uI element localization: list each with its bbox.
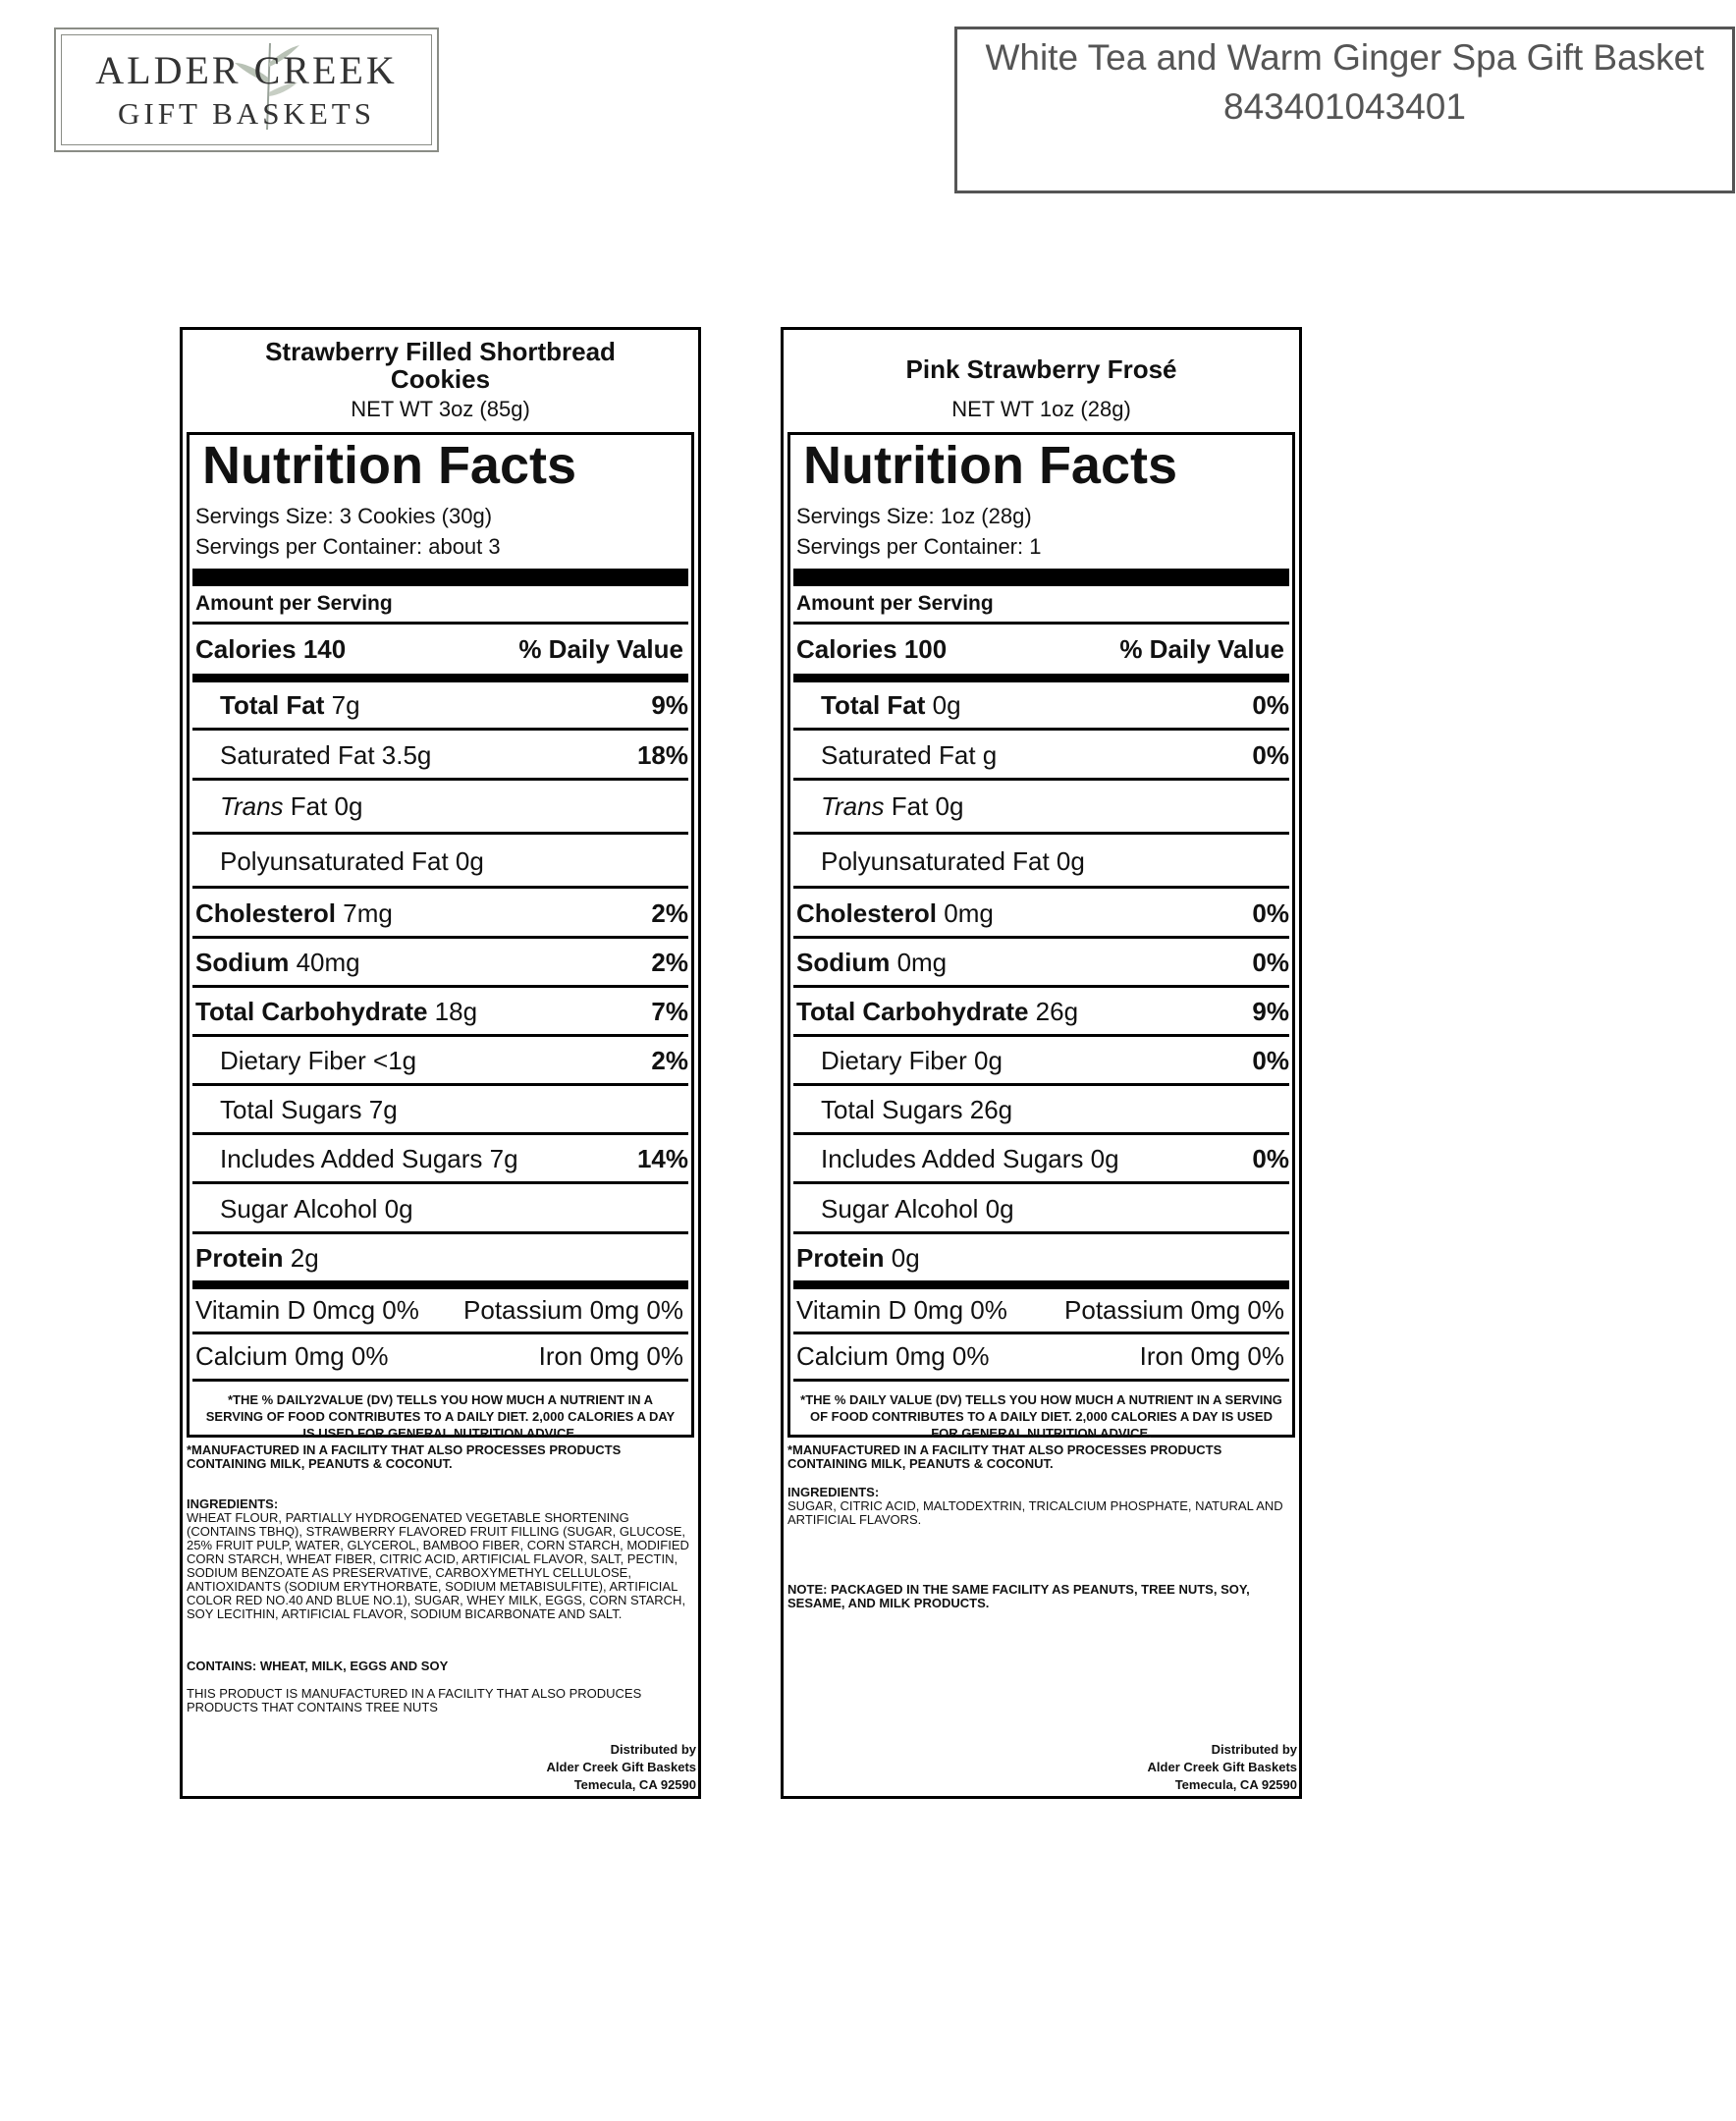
product-title: White Tea and Warm Ginger Spa Gift Basket — [985, 37, 1705, 78]
saturated-fat-row — [796, 740, 1289, 774]
protein-amount: 2g — [283, 1243, 319, 1273]
total-carbohydrate-row — [796, 997, 1289, 1030]
distributed-by: Distributed by — [1211, 1742, 1297, 1757]
dietary-fiber-row — [796, 1046, 1289, 1079]
cholesterol-amount: 7mg — [336, 898, 393, 928]
protein-row — [796, 1243, 1289, 1277]
tree-nut-note: THIS PRODUCT IS MANUFACTURED IN A FACILITY THAT ALSO PRODUCES PRODUCTS THAT CONTAINS TREE NUTS — [187, 1686, 642, 1714]
allergen-statement: CONTAINS: WHEAT, MILK, EGGS AND SOY — [187, 1659, 449, 1673]
label-header — [183, 338, 698, 422]
total-fat-dv: 9% — [651, 690, 688, 720]
saturated-fat-row — [195, 740, 688, 774]
medium-divider — [793, 674, 1289, 682]
vitamin-row — [195, 1295, 688, 1327]
carbohydrate-amount: 26g — [1028, 997, 1079, 1026]
nutrition-facts-panel — [787, 432, 1295, 1441]
sugar-alcohol-row — [195, 1194, 688, 1227]
nutrition-label-card — [781, 327, 1302, 1799]
trans-fat-amount: Fat 0g — [884, 791, 964, 821]
product-name-line2: Cookies — [390, 364, 491, 394]
sodium-row — [195, 948, 688, 981]
divider — [192, 1231, 688, 1234]
carbohydrate-label: Total Carbohydrate — [796, 997, 1029, 1026]
daily-value-note: *THE % DAILY2VALUE (DV) TELLS YOU HOW MUCH A NUTRIENT IN A SERVING OF FOOD CONTRIBUTES TO A DAILY DIET. 2,000 CALORIES A DAY IS USED FOR GENERAL NUTRITION ADVICE. — [205, 1392, 676, 1441]
divider — [793, 886, 1289, 889]
cholesterol-amount: 0mg — [937, 898, 994, 928]
added-sugars-row — [195, 1144, 688, 1177]
added-sugars-dv: 0% — [1252, 1144, 1289, 1173]
total-sugars-row — [796, 1095, 1289, 1128]
calories-row — [195, 634, 688, 668]
divider — [793, 1379, 1289, 1382]
divider — [192, 1332, 688, 1334]
sodium-amount: 40mg — [289, 948, 360, 977]
trans-label: Trans — [220, 791, 284, 821]
thick-divider — [793, 569, 1289, 586]
divider — [192, 778, 688, 781]
ingredients-list: SUGAR, CITRIC ACID, MALTODEXTRIN, TRICALCIUM PHOSPHATE, NATURAL AND ARTIFICIAL FLAVORS. — [787, 1498, 1283, 1527]
cholesterol-row — [796, 898, 1289, 932]
medium-divider — [192, 1280, 688, 1289]
total-fat-label: Total Fat — [821, 690, 926, 720]
total-fat-amount: 0g — [925, 690, 961, 720]
dietary-fiber: Dietary Fiber <1g — [220, 1046, 417, 1075]
dietary-fiber-dv: 0% — [1252, 1046, 1289, 1075]
dietary-fiber-dv: 2% — [651, 1046, 688, 1075]
upc-code: 843401043401 — [1223, 86, 1466, 127]
total-fat-label: Total Fat — [220, 690, 325, 720]
saturated-fat-dv: 18% — [636, 740, 688, 770]
saturated-fat: Saturated Fat g — [821, 740, 998, 770]
distributor-name: Alder Creek Gift Baskets — [1147, 1760, 1297, 1774]
added-sugars: Includes Added Sugars 0g — [821, 1144, 1119, 1173]
divider — [793, 728, 1289, 731]
divider — [793, 1181, 1289, 1184]
calories: Calories 140 — [195, 634, 347, 664]
calories-row — [796, 634, 1289, 668]
vitamin-row — [796, 1295, 1289, 1327]
ingredients-header: INGREDIENTS: — [187, 1496, 279, 1511]
sodium-label: Sodium — [796, 948, 891, 977]
divider — [793, 622, 1289, 625]
medium-divider — [192, 674, 688, 682]
polyunsaturated-fat: Polyunsaturated Fat 0g — [220, 846, 484, 876]
divider — [192, 886, 688, 889]
divider — [793, 1231, 1289, 1234]
facility-note: *MANUFACTURED IN A FACILITY THAT ALSO PROCESSES PRODUCTS CONTAINING MILK, PEANUTS & COCONUT. — [787, 1442, 1222, 1471]
trans-fat-row — [195, 791, 688, 825]
calories: Calories 100 — [796, 634, 948, 664]
product-name-line1: Strawberry Filled Shortbread — [265, 337, 616, 366]
cholesterol-label: Cholesterol — [195, 898, 337, 928]
polyunsaturated-fat: Polyunsaturated Fat 0g — [821, 846, 1085, 876]
potassium: Potassium 0mg 0% — [1064, 1295, 1284, 1325]
serving-size: Servings Size: 3 Cookies (30g) — [195, 504, 493, 528]
product-title-box — [954, 27, 1735, 193]
total-fat-dv: 0% — [1252, 690, 1289, 720]
cholesterol-row — [195, 898, 688, 932]
protein-label: Protein — [796, 1243, 885, 1273]
servings-per-container: Servings per Container: about 3 — [195, 534, 501, 559]
total-sugars: Total Sugars 26g — [821, 1095, 1013, 1124]
iron: Iron 0mg 0% — [538, 1341, 683, 1371]
carbohydrate-dv: 9% — [1252, 997, 1289, 1026]
carbohydrate-amount: 18g — [427, 997, 478, 1026]
divider — [192, 936, 688, 939]
sodium-label: Sodium — [195, 948, 290, 977]
trans-fat-row — [796, 791, 1289, 825]
mineral-row — [195, 1341, 688, 1373]
saturated-fat-dv: 0% — [1252, 740, 1289, 770]
sodium-amount: 0mg — [890, 948, 948, 977]
divider — [192, 1132, 688, 1135]
sugar-alcohol-row — [796, 1194, 1289, 1227]
sodium-row — [796, 948, 1289, 981]
divider — [793, 1132, 1289, 1135]
polyunsaturated-fat-row — [195, 846, 688, 880]
divider — [192, 832, 688, 835]
distributor-name: Alder Creek Gift Baskets — [546, 1760, 696, 1774]
logo-text-top: ALDER CREEK — [95, 48, 398, 92]
sugar-alcohol: Sugar Alcohol 0g — [821, 1194, 1014, 1224]
ingredients-header: INGREDIENTS: — [787, 1485, 880, 1499]
nutrition-facts-title: Nutrition Facts — [202, 436, 577, 495]
mineral-row — [796, 1341, 1289, 1373]
daily-value-note: *THE % DAILY VALUE (DV) TELLS YOU HOW MUCH A NUTRIENT IN A SERVING OF FOOD CONTRIBUTES TO A DAILY DIET. 2,000 CALORIES A DAY IS USED FOR GENERAL NUTRITION ADVICE. — [800, 1392, 1282, 1441]
sugar-alcohol: Sugar Alcohol 0g — [220, 1194, 413, 1224]
distributor-location: Temecula, CA 92590 — [1174, 1777, 1297, 1792]
medium-divider — [793, 1280, 1289, 1289]
trans-label: Trans — [821, 791, 885, 821]
added-sugars-dv: 14% — [636, 1144, 688, 1173]
added-sugars: Includes Added Sugars 7g — [220, 1144, 518, 1173]
daily-value-header: % Daily Value — [518, 634, 683, 664]
total-fat-row — [796, 690, 1289, 724]
nutrition-facts-title: Nutrition Facts — [803, 436, 1178, 495]
saturated-fat: Saturated Fat 3.5g — [220, 740, 432, 770]
dietary-fiber: Dietary Fiber 0g — [821, 1046, 1003, 1075]
thick-divider — [192, 569, 688, 586]
sodium-dv: 2% — [651, 948, 688, 977]
ingredients-list: WHEAT FLOUR, PARTIALLY HYDROGENATED VEGETABLE SHORTENING (CONTAINS TBHQ), STRAWBERRY FLAVORED FRUIT FILLING (SUGAR, GLUCOSE, 25% FRUIT PULP, WATER, GLYCEROL, BAMBOO FIBER, CORN STARCH, MODIFIED CORN STARCH, WHEAT FIBER, CITRIC ACID, ARTIFICIAL FLAVOR, SALT, PECTIN, SODIUM BENZOATE AS PRESERVATIVE, CARBOXYMETHYL CELLULOSE, ANTIOXIDANTS (SODIUM ERYTHORBATE, SODIUM METABISULFITE), ARTIFICIAL COLOR RED NO.40 AND BLUE NO.1), SUGAR, WHEY MILK, EGGS, CORN STARCH, SOY LECITHIN, ARTIFICIAL FLAVOR, SODIUM BICARBONATE AND SALT. — [187, 1510, 689, 1621]
divider — [793, 1034, 1289, 1037]
nutrition-facts-panel — [187, 432, 694, 1441]
divider — [192, 1083, 688, 1086]
divider — [192, 985, 688, 988]
divider — [192, 1181, 688, 1184]
cholesterol-label: Cholesterol — [796, 898, 938, 928]
total-sugars: Total Sugars 7g — [220, 1095, 398, 1124]
carbohydrate-label: Total Carbohydrate — [195, 997, 428, 1026]
amount-per-serving: Amount per Serving — [195, 592, 393, 615]
allergen-statement: NOTE: PACKAGED IN THE SAME FACILITY AS PEANUTS, TREE NUTS, SOY, SESAME, AND MILK PRODUCTS. — [787, 1582, 1250, 1610]
net-weight: NET WT 3oz (85g) — [351, 397, 530, 421]
vitamin-d: Vitamin D 0mcg 0% — [195, 1295, 419, 1325]
sodium-dv: 0% — [1252, 948, 1289, 977]
protein-amount: 0g — [884, 1243, 920, 1273]
amount-per-serving: Amount per Serving — [796, 592, 994, 615]
trans-fat-amount: Fat 0g — [283, 791, 363, 821]
calcium: Calcium 0mg 0% — [796, 1341, 990, 1371]
potassium: Potassium 0mg 0% — [463, 1295, 683, 1325]
product-name-line1: Pink Strawberry Frosé — [905, 354, 1177, 384]
cholesterol-dv: 0% — [1252, 898, 1289, 928]
cholesterol-dv: 2% — [651, 898, 688, 928]
brand-logo — [54, 27, 439, 152]
iron: Iron 0mg 0% — [1139, 1341, 1284, 1371]
divider — [793, 985, 1289, 988]
calcium: Calcium 0mg 0% — [195, 1341, 389, 1371]
divider — [793, 936, 1289, 939]
nutrition-label-card — [180, 327, 701, 1799]
distributor-block — [1148, 1741, 1297, 1794]
divider — [793, 1083, 1289, 1086]
protein-row — [195, 1243, 688, 1277]
net-weight: NET WT 1oz (28g) — [951, 397, 1131, 421]
added-sugars-row — [796, 1144, 1289, 1177]
servings-per-container: Servings per Container: 1 — [796, 534, 1042, 559]
total-fat-row — [195, 690, 688, 724]
serving-size: Servings Size: 1oz (28g) — [796, 504, 1032, 528]
divider — [192, 728, 688, 731]
total-sugars-row — [195, 1095, 688, 1128]
daily-value-header: % Daily Value — [1119, 634, 1284, 664]
dietary-fiber-row — [195, 1046, 688, 1079]
carbohydrate-dv: 7% — [651, 997, 688, 1026]
vitamin-d: Vitamin D 0mg 0% — [796, 1295, 1007, 1325]
divider — [793, 778, 1289, 781]
polyunsaturated-fat-row — [796, 846, 1289, 880]
facility-note: *MANUFACTURED IN A FACILITY THAT ALSO PROCESSES PRODUCTS CONTAINING MILK, PEANUTS & COCONUT. — [187, 1442, 622, 1471]
total-fat-amount: 7g — [324, 690, 360, 720]
divider — [192, 1034, 688, 1037]
protein-label: Protein — [195, 1243, 284, 1273]
divider — [793, 832, 1289, 835]
divider — [793, 1332, 1289, 1334]
divider — [192, 1379, 688, 1382]
label-header — [784, 338, 1299, 422]
divider — [192, 622, 688, 625]
total-carbohydrate-row — [195, 997, 688, 1030]
logo-text-bottom: GIFT BASKETS — [118, 96, 375, 131]
distributor-location: Temecula, CA 92590 — [573, 1777, 696, 1792]
distributed-by: Distributed by — [610, 1742, 696, 1757]
distributor-block — [547, 1741, 696, 1794]
